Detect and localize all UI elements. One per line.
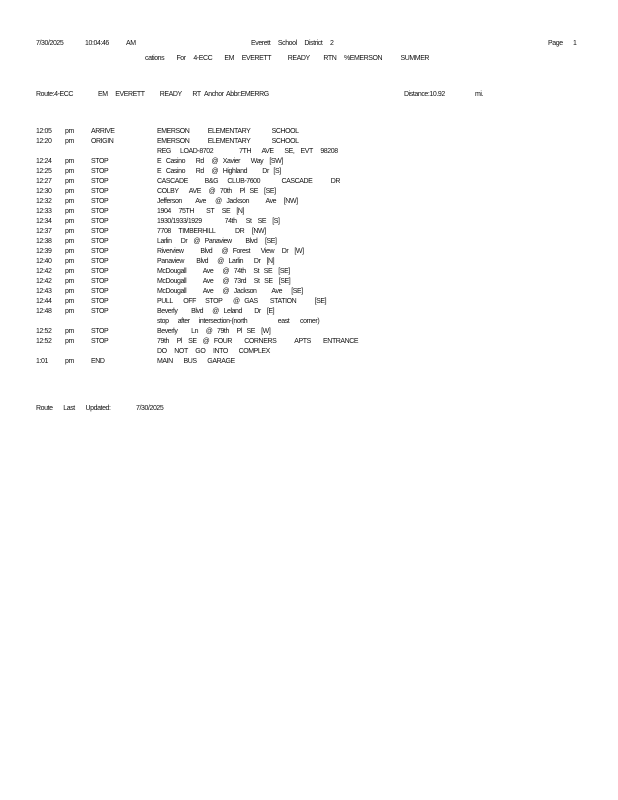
stop-row <box>0 156 618 166</box>
stop-time: 12:38 <box>36 236 52 245</box>
stop-action: STOP <box>91 196 109 205</box>
stop-ampm: pm <box>65 166 74 175</box>
stop-ampm: pm <box>65 126 74 135</box>
stop-time: 12:05 <box>36 126 52 135</box>
stop-location: 79th Pl SE @ FOUR CORNERS APTS ENTRANCE <box>157 336 359 345</box>
stop-ampm: pm <box>65 266 74 275</box>
stop-row <box>0 176 618 186</box>
stop-action: STOP <box>91 326 109 335</box>
stop-action: STOP <box>91 166 109 175</box>
stop-time: 12:39 <box>36 246 52 255</box>
stop-row <box>0 286 618 296</box>
stop-ampm: pm <box>65 236 74 245</box>
stop-time: 12:43 <box>36 286 52 295</box>
stop-time: 12:27 <box>36 176 52 185</box>
stop-action: STOP <box>91 276 109 285</box>
stop-time: 12:30 <box>36 186 52 195</box>
footer-label: Route Last Updated: <box>36 403 111 412</box>
stop-time: 12:34 <box>36 216 52 225</box>
stop-location: DO NOT GO INTO COMPLEX <box>157 346 270 355</box>
stop-ampm: pm <box>65 156 74 165</box>
stop-location: CASCADE B&G CLUB-7600 CASCADE DR <box>157 176 340 185</box>
route-distance: Distance:10.92 <box>404 89 445 98</box>
stop-action: STOP <box>91 156 109 165</box>
stop-ampm: pm <box>65 326 74 335</box>
stop-row <box>0 346 618 356</box>
stop-location: EMERSON ELEMENTARY SCHOOL <box>157 126 299 135</box>
stop-action: STOP <box>91 216 109 225</box>
stop-time: 12:44 <box>36 296 52 305</box>
stop-list <box>0 126 618 366</box>
stop-ampm: pm <box>65 246 74 255</box>
route-abbr: Abbr:EMERRG <box>226 89 269 98</box>
stop-row <box>0 296 618 306</box>
stop-location: REG LOAD-8702 7TH AVE SE, EVT 98208 <box>157 146 338 155</box>
stop-location: 1930/1933/1929 74th St SE [S] <box>157 216 280 225</box>
stop-row <box>0 196 618 206</box>
stop-row <box>0 326 618 336</box>
stop-location: COLBY AVE @ 70th Pl SE [SE] <box>157 186 276 195</box>
stop-action: STOP <box>91 206 109 215</box>
stop-ampm: pm <box>65 296 74 305</box>
stop-row <box>0 226 618 236</box>
stop-row <box>0 306 618 316</box>
district-name: Everett School District 2 <box>251 38 334 47</box>
stop-action: STOP <box>91 246 109 255</box>
route-distance-unit: mi. <box>475 89 484 98</box>
stop-ampm: pm <box>65 136 74 145</box>
stop-location: McDougall Ave @ 73rd St SE [SE] <box>157 276 291 285</box>
stop-location: PULL OFF STOP @ GAS STATION [SE] <box>157 296 327 305</box>
report-subtitle: cations For 4-ECC EM EVERETT READY RTN %EMERSON SUMMER <box>145 53 430 62</box>
stop-action: STOP <box>91 236 109 245</box>
stop-ampm: pm <box>65 206 74 215</box>
route-anchor: Anchor <box>204 89 224 98</box>
stop-row <box>0 336 618 346</box>
report-ampm: AM <box>126 38 136 47</box>
stop-location: Riverview Blvd @ Forest View Dr [W] <box>157 246 304 255</box>
stop-row <box>0 206 618 216</box>
stop-location: E Casino Rd @ Xavier Way [SW] <box>157 156 283 165</box>
stop-time: 12:25 <box>36 166 52 175</box>
stop-row <box>0 276 618 286</box>
stop-action: STOP <box>91 266 109 275</box>
stop-action: ORIGIN <box>91 136 114 145</box>
stop-row <box>0 136 618 146</box>
stop-action: ARRIVE <box>91 126 115 135</box>
stop-time: 12:52 <box>36 336 52 345</box>
stop-location: Jefferson Ave @ Jackson Ave [NW] <box>157 196 298 205</box>
stop-location: MAIN BUS GARAGE <box>157 356 235 365</box>
stop-action: STOP <box>91 286 109 295</box>
page-number: 1 <box>573 38 577 47</box>
stop-time: 12:52 <box>36 326 52 335</box>
stop-ampm: pm <box>65 336 74 345</box>
stop-time: 12:42 <box>36 276 52 285</box>
stop-time: 12:32 <box>36 196 52 205</box>
stop-location: Beverly Ln @ 79th Pl SE [W] <box>157 326 271 335</box>
stop-row <box>0 256 618 266</box>
stop-ampm: pm <box>65 196 74 205</box>
stop-time: 1:01 <box>36 356 48 365</box>
stop-action: STOP <box>91 256 109 265</box>
stop-action: STOP <box>91 306 109 315</box>
route-description: EM EVERETT READY RT <box>98 89 201 98</box>
stop-row <box>0 146 618 156</box>
stop-location: EMERSON ELEMENTARY SCHOOL <box>157 136 299 145</box>
stop-time: 12:48 <box>36 306 52 315</box>
route-code: Route:4-ECC <box>36 89 74 98</box>
stop-location: McDougall Ave @ Jackson Ave [SE] <box>157 286 303 295</box>
page-label: Page <box>548 38 563 47</box>
stop-action: STOP <box>91 336 109 345</box>
stop-location: Larlin Dr @ Panaview Blvd [SE] <box>157 236 277 245</box>
stop-location: 7708 TIMBERHILL DR [NW] <box>157 226 266 235</box>
stop-row <box>0 236 618 246</box>
stop-action: STOP <box>91 226 109 235</box>
stop-row <box>0 266 618 276</box>
stop-time: 12:33 <box>36 206 52 215</box>
stop-row <box>0 186 618 196</box>
stop-ampm: pm <box>65 226 74 235</box>
stop-action: END <box>91 356 105 365</box>
stop-time: 12:37 <box>36 226 52 235</box>
stop-ampm: pm <box>65 256 74 265</box>
stop-time: 12:40 <box>36 256 52 265</box>
footer-date: 7/30/2025 <box>136 403 164 412</box>
stop-action: STOP <box>91 296 109 305</box>
report-time: 10:04:46 <box>85 38 109 47</box>
stop-ampm: pm <box>65 306 74 315</box>
stop-ampm: pm <box>65 276 74 285</box>
stop-ampm: pm <box>65 186 74 195</box>
stop-ampm: pm <box>65 356 74 365</box>
stop-row <box>0 216 618 226</box>
stop-action: STOP <box>91 176 109 185</box>
stop-location: 1904 75TH ST SE [N] <box>157 206 245 215</box>
stop-ampm: pm <box>65 286 74 295</box>
stop-row <box>0 356 618 366</box>
stop-row <box>0 316 618 326</box>
stop-time: 12:24 <box>36 156 52 165</box>
stop-row <box>0 126 618 136</box>
stop-row <box>0 166 618 176</box>
stop-time: 12:42 <box>36 266 52 275</box>
stop-location: McDougall Ave @ 74th St SE [SE] <box>157 266 290 275</box>
stop-location: E Casino Rd @ Highland Dr [S] <box>157 166 281 175</box>
stop-location: Beverly Blvd @ Leland Dr [E] <box>157 306 275 315</box>
stop-action: STOP <box>91 186 109 195</box>
stop-row <box>0 246 618 256</box>
stop-location: stop after intersection-(north east corner) <box>157 316 320 325</box>
stop-time: 12:20 <box>36 136 52 145</box>
stop-ampm: pm <box>65 216 74 225</box>
stop-ampm: pm <box>65 176 74 185</box>
stop-location: Panaview Blvd @ Larlin Dr [N] <box>157 256 275 265</box>
report-date: 7/30/2025 <box>36 38 64 47</box>
